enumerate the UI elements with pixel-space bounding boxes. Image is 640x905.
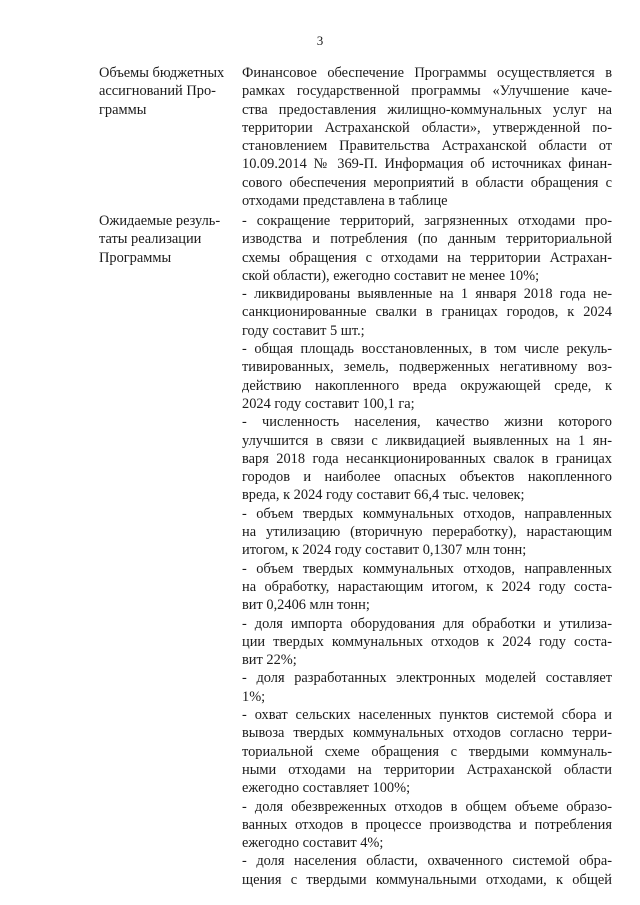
- paragraph: [242, 706, 612, 797]
- text-line: - объем твердых коммунальных отходов, направленных: [242, 560, 612, 577]
- paragraph: [242, 615, 612, 670]
- text-line: - ликвидированы выявленные на 1 января 2018 года не-: [242, 286, 612, 303]
- paragraph: [242, 340, 612, 413]
- text-line: ции твердых коммунальных отходов к 2024 году соста-: [242, 633, 612, 650]
- paragraph: [242, 285, 612, 340]
- text-line: - сокращение территорий, загрязненных отходами про-: [242, 213, 612, 229]
- text-line: ства предоставления жилищно-коммунальных услуг на: [242, 101, 612, 118]
- text-line: щения с твердыми коммунальными отходами, к общей: [242, 871, 612, 888]
- paragraph: [242, 212, 612, 285]
- expected-results-content: [242, 212, 612, 889]
- text-line: на утилизацию (вторичную переработку), нарастающим: [242, 524, 612, 541]
- text-line: территории Астраханской области», утвержденной по-: [242, 119, 612, 136]
- text-line: санкционированные свалки в границах городов, к 2024: [242, 304, 612, 321]
- paragraph: [242, 413, 612, 504]
- text-line: становлением Правительства Астраханской области от: [242, 138, 612, 155]
- text-line: 1%;: [242, 688, 266, 705]
- text-line: ными отходами на территории Астраханской области: [242, 761, 612, 778]
- label-line: Объемы бюджетных: [99, 65, 225, 81]
- text-line: на обработку, нарастающим итогом, к 2024 году соста-: [242, 578, 612, 595]
- text-line: - доля импорта оборудования для обработки и утилиза-: [242, 615, 612, 632]
- paragraph: [242, 798, 612, 853]
- text-line: вреда, к 2024 году составит 66,4 тыс. человек;: [242, 487, 525, 504]
- text-line: 2024 году составит 100,1 га;: [242, 395, 415, 412]
- text-line: году составит 5 шт.;: [242, 322, 365, 339]
- label-line: Программы: [99, 249, 172, 266]
- text-line: вывоза твердых коммунальных отходов согласно терри-: [242, 725, 612, 742]
- text-line: - доля разработанных электронных моделей составляет: [242, 670, 612, 687]
- label-line: граммы: [99, 101, 147, 118]
- text-line: изводства и потребления (по данным территориальной: [242, 231, 612, 248]
- text-line: Финансовое обеспечение Программы осуществляется в: [242, 65, 612, 81]
- text-line: ториальной схеме обращения с твердыми коммуналь-: [242, 743, 612, 760]
- text-line: действию накопленного вреда окружающей среде, к: [242, 377, 612, 394]
- label-line: Ожидаемые резуль-: [99, 213, 221, 229]
- paragraph: [242, 852, 612, 889]
- text-line: итогом, к 2024 году составит 0,1307 млн тонн;: [242, 542, 527, 559]
- text-line: - численность населения, качество жизни которого: [242, 414, 612, 431]
- text-line: ежегодно составит 4%;: [242, 835, 384, 852]
- paragraph: [242, 669, 612, 706]
- text-line: 10.09.2014 № 369-П. Информация об источниках финан-: [242, 156, 612, 173]
- label-line: таты реализации: [99, 231, 202, 248]
- text-line: - общая площадь восстановленных, в том числе рекуль-: [242, 341, 612, 358]
- text-line: ской области), ежегодно составит не менее 10%;: [242, 267, 540, 284]
- text-line: сового обеспечения мероприятий в области обращения с: [242, 174, 612, 191]
- label-line: ассигнований Про-: [99, 83, 216, 100]
- paragraph: [242, 505, 612, 560]
- text-line: - доля населения области, охваченного системой обра-: [242, 853, 612, 870]
- text-line: - объем твердых коммунальных отходов, направленных: [242, 505, 612, 522]
- expected-results-label: [99, 212, 239, 267]
- text-line: городов и наиболее опасных объектов накопленного: [242, 469, 612, 486]
- text-line: ванных отходов в процессе производства и потребления: [242, 816, 612, 833]
- text-line: - охват сельских населенных пунктов системой сбора и: [242, 707, 612, 724]
- text-line: ежегодно составляет 100%;: [242, 780, 411, 797]
- text-line: тивированных, земель, подверженных негативному воз-: [242, 359, 612, 376]
- text-line: схемы обращения с отходами на территории Астрахан-: [242, 249, 612, 266]
- text-line: варя 2018 года несанкционированных свалок в границах: [242, 450, 612, 467]
- text-line: отходами представлена в таблице: [242, 193, 448, 210]
- text-line: улучшится в связи с ликвидацией выявленных на 1 ян-: [242, 432, 612, 449]
- text-line: рамках государственной программы «Улучшение каче-: [242, 83, 612, 100]
- page-number: 3: [316, 33, 324, 48]
- budget-allocations-content: [242, 64, 612, 210]
- budget-allocations-label: [99, 64, 239, 119]
- text-line: вит 22%;: [242, 652, 297, 669]
- paragraph: [242, 560, 612, 615]
- text-line: - доля обезвреженных отходов в общем объеме образо-: [242, 798, 612, 815]
- text-line: вит 0,2406 млн тонн;: [242, 597, 370, 614]
- paragraph: [242, 64, 612, 210]
